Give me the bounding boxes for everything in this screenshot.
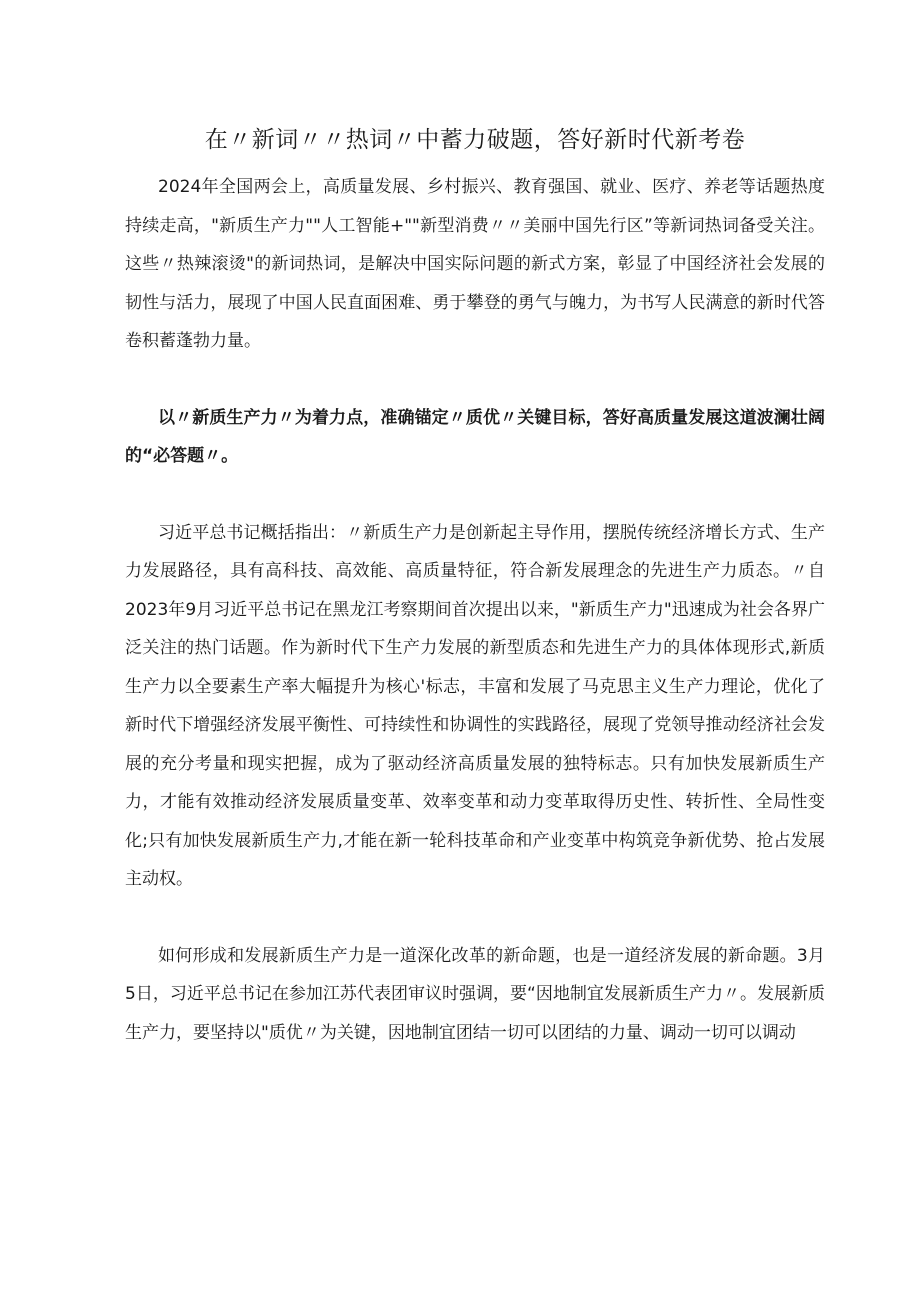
document-page bbox=[125, 118, 825, 1052]
paragraph-gap bbox=[125, 899, 825, 937]
paragraph-intro: 2024年全国两会上，高质量发展、乡村振兴、教育强国、就业、医疗、养老等话题热度持续走高，"新质生产力""人工智能+""新型消费〃〃美丽中国先行区”等新词热词备受关注。这些〃热辣滚烫"的新词热词，是解决中国实际问题的新式方案，彰显了中国经济社会发展的韧性与活力，展现了中国人民直面困难、勇于攀登的勇气与魄力，为书写人民满意的新时代答卷积蓄蓬勃力量。 bbox=[125, 177, 825, 351]
paragraph-body-2: 如何形成和发展新质生产力是一道深化改革的新命题，也是一道经济发展的新命题。3月5日，习近平总书记在参加江苏代表团审议时强调，要“因地制宜发展新质生产力〃。发展新质生产力，要坚持以"质优〃为关键，因地制宜团结一切可以团结的力量、调动一切可以调动 bbox=[125, 945, 825, 1043]
paragraph-gap bbox=[125, 476, 825, 514]
document-title: 在〃新词〃〃热词〃中蓄力破题，答好新时代新考卷 bbox=[204, 127, 746, 153]
paragraph-body-1: 习近平总书记概括指出：〃新质生产力是创新起主导作用，摆脱传统经济增长方式、生产力发展路径，具有高科技、高效能、高质量特征，符合新发展理念的先进生产力质态。〃自2023年9月习近平总书记在黑龙江考察期间首次提出以来，"新质生产力"迅速成为社会各界广泛关注的热门话题。作为新时代下生产力发展的新型质态和先进生产力的具体体现形式,新质生产力以全要素生产率大幅提升为核心'标志，丰富和发展了马克思主义生产力理论，优化了新时代下增强经济发展平衡性、可持续性和协调性的实践路径，展现了党领导推动经济社会发展的充分考量和现实把握，成为了驱动经济高质量发展的独特标志。只有加快发展新质生产力，才能有效推动经济发展质量变革、效率变革和动力变革取得历史性、转折性、全局性变化;只有加快发展新质生产力,才能在新一轮科技革命和产业变革中构筑竞争新优势、抢占发展主动权。 bbox=[125, 522, 825, 889]
paragraph-gap bbox=[125, 361, 825, 399]
section-heading: 以〃新质生产力〃为着力点，准确锚定〃质优〃关键目标，答好高质量发展这道波澜壮阔的“必答题〃。 bbox=[125, 407, 825, 466]
